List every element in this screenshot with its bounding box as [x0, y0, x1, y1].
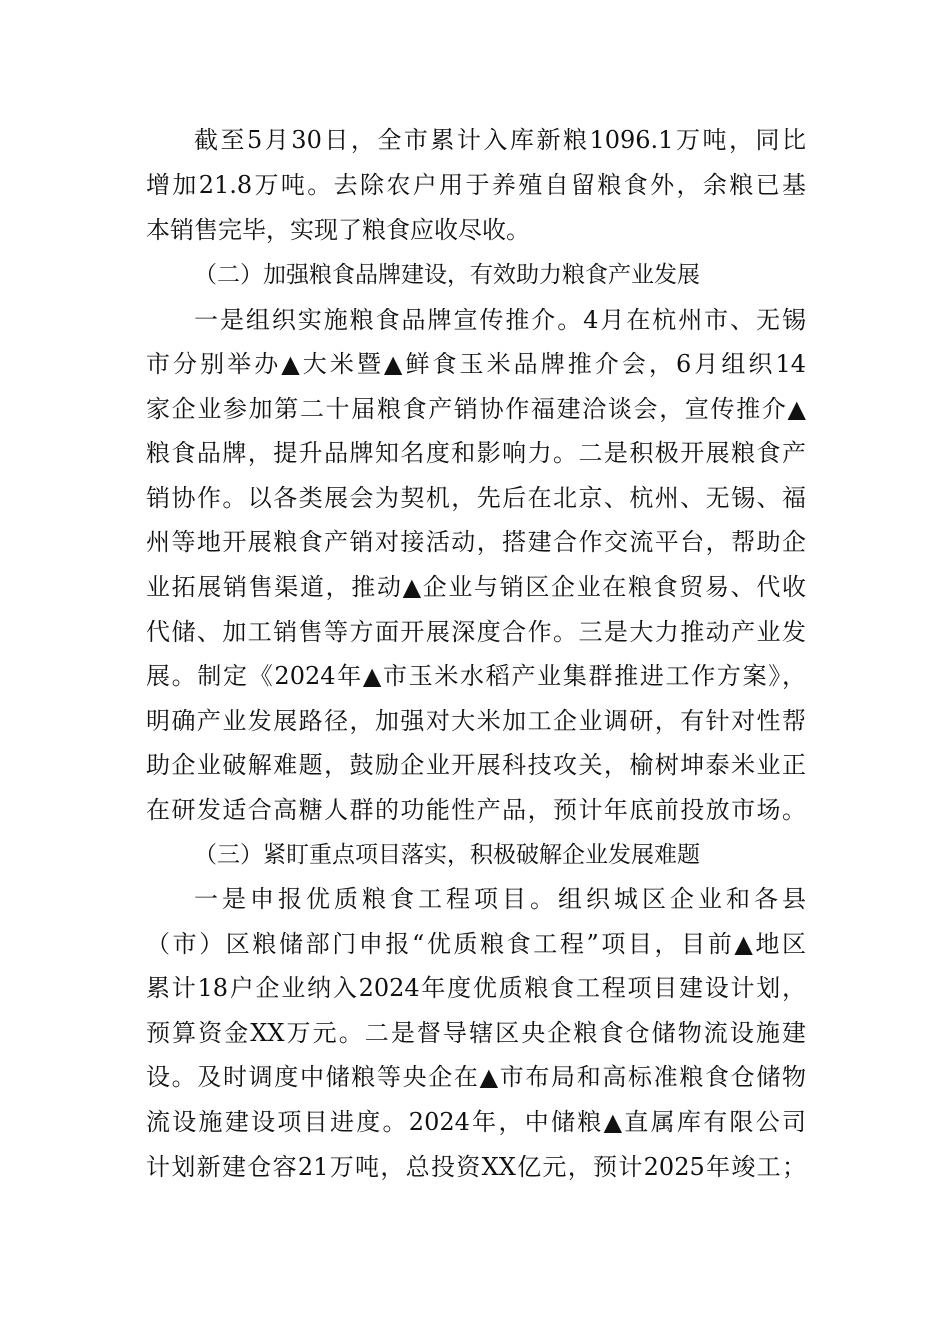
text-line: 累计18户企业纳入2024年度优质粮食工程项目建设计划，: [146, 974, 806, 1002]
text-line: 计划新建仓容21万吨，总投资XX亿元，预计2025年竣工；: [146, 1153, 806, 1181]
text-line: 设。及时调度中储粮等央企在▲市布局和高标准粮食仓储物: [146, 1063, 806, 1091]
text-line: 代储、加工销售等方面开展深度合作。三是大力推动产业发: [146, 618, 806, 646]
text-line: （市）区粮储部门申报“优质粮食工程”项目，目前▲地区: [146, 930, 806, 958]
text-line: 展。制定《2024年▲市玉米水稻产业集群推进工作方案》，: [146, 662, 806, 690]
text-line: 明确产业发展路径，加强对大米加工企业调研，有针对性帮: [146, 707, 806, 735]
text-line: 增加21.8万吨。去除农户用于养殖自留粮食外，余粮已基: [146, 171, 806, 199]
section-heading: （二）加强粮食品牌建设，有效助力粮食产业发展: [194, 262, 700, 288]
text-line: 州等地开展粮食产销对接活动，搭建合作交流平台，帮助企: [146, 528, 806, 556]
text-line: 预算资金XX万元。二是督导辖区央企粮食仓储物流设施建: [146, 1019, 806, 1047]
text-line: 截至5月30日，全市累计入库新粮1096.1万吨，同比: [194, 126, 806, 154]
text-line: 业拓展销售渠道，推动▲企业与销区企业在粮食贸易、代收: [146, 573, 806, 601]
text-line: 流设施建设项目进度。2024年，中储粮▲直属库有限公司: [146, 1108, 806, 1136]
section-heading: （三）紧盯重点项目落实，积极破解企业发展难题: [194, 842, 700, 868]
text-line: 本销售完毕，实现了粮食应收尽收。: [146, 216, 530, 244]
text-line: 销协作。以各类展会为契机，先后在北京、杭州、无锡、福: [146, 484, 806, 512]
text-line: 在研发适合高糖人群的功能性产品，预计年底前投放市场。: [146, 796, 806, 824]
text-line: 市分别举办▲大米暨▲鲜食玉米品牌推介会，6月组织14: [146, 350, 806, 378]
text-line: 家企业参加第二十届粮食产销协作福建洽谈会，宣传推介▲: [146, 395, 806, 423]
text-line: 助企业破解难题，鼓励企业开展科技攻关，榆树坤泰米业正: [146, 751, 806, 779]
text-line: 一是申报优质粮食工程项目。组织城区企业和各县: [194, 885, 806, 913]
text-line: 一是组织实施粮食品牌宣传推介。4月在杭州市、无锡: [194, 306, 806, 334]
text-line: 粮食品牌，提升品牌知名度和影响力。二是积极开展粮食产: [146, 439, 806, 467]
